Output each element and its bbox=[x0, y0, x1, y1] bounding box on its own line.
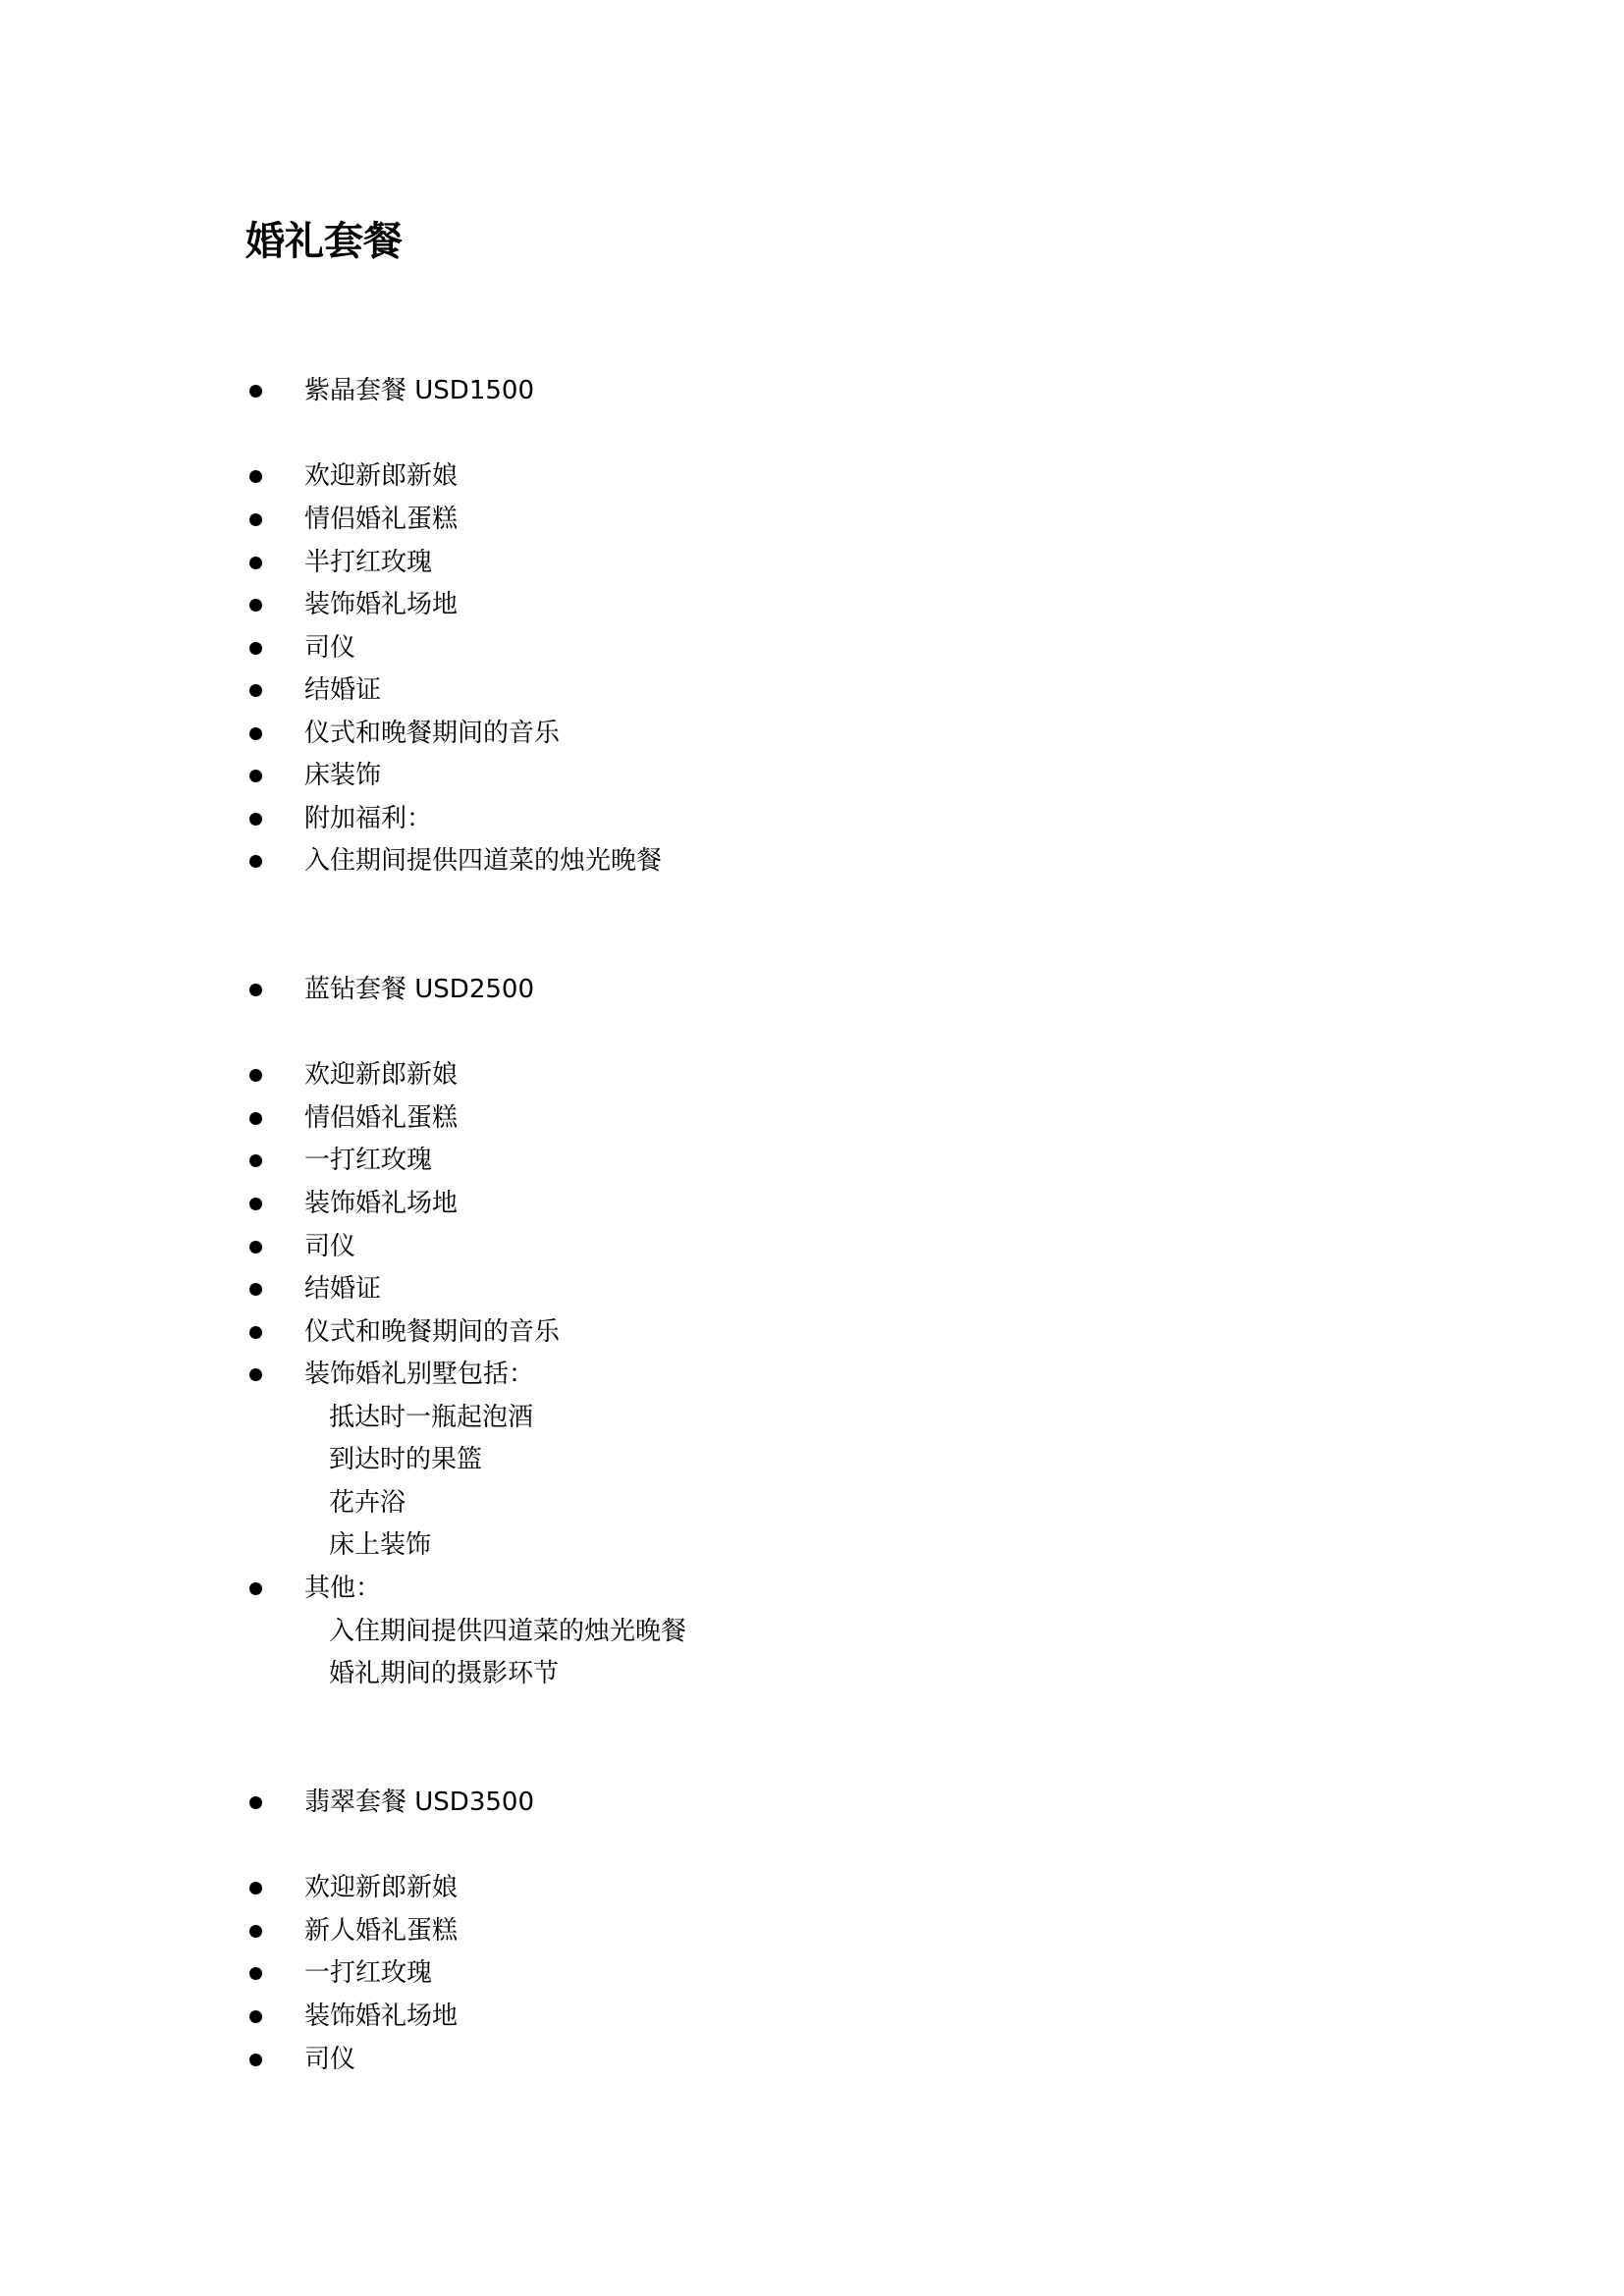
bullet-icon bbox=[249, 1112, 262, 1125]
bullet-icon bbox=[249, 1368, 262, 1381]
list-item-text: 其他： bbox=[304, 1574, 382, 1603]
bullet-icon bbox=[249, 385, 262, 398]
sub-item: 到达时的果篮 bbox=[329, 1445, 483, 1474]
list-item-text: 司仪 bbox=[304, 1232, 356, 1261]
list-item-text: 附加福利： bbox=[304, 804, 433, 833]
bullet-icon bbox=[249, 2010, 262, 2023]
bullet-icon bbox=[249, 1796, 262, 1809]
sub-item: 花卉浴 bbox=[329, 1488, 406, 1518]
list-item-text: 装饰婚礼别墅包括： bbox=[304, 1360, 535, 1389]
bullet-icon bbox=[249, 770, 262, 782]
list-item-text: 装饰婚礼场地 bbox=[304, 2002, 459, 2031]
list-item-text: 新人婚礼蛋糕 bbox=[304, 1916, 459, 1946]
bullet-icon bbox=[249, 1154, 262, 1167]
bullet-icon bbox=[249, 1582, 262, 1595]
package-heading-text: 紫晶套餐 USD1500 bbox=[304, 376, 534, 405]
list-item-text: 司仪 bbox=[304, 633, 356, 663]
bullet-icon bbox=[249, 557, 262, 569]
list-item-text: 半打红玫瑰 bbox=[304, 548, 433, 577]
list-item-text: 情侣婚礼蛋糕 bbox=[304, 505, 459, 534]
bullet-icon bbox=[249, 984, 262, 996]
list-item-text: 仪式和晚餐期间的音乐 bbox=[304, 719, 561, 748]
sub-item: 入住期间提供四道菜的烛光晚餐 bbox=[329, 1617, 687, 1646]
list-item-text: 一打红玫瑰 bbox=[304, 1958, 433, 1988]
list-item-text: 床装饰 bbox=[304, 761, 382, 790]
sub-item: 婚礼期间的摄影环节 bbox=[329, 1659, 560, 1688]
list-item-text: 欢迎新郎新娘 bbox=[304, 1060, 459, 1090]
bullet-icon bbox=[249, 470, 262, 483]
list-item-text: 装饰婚礼场地 bbox=[304, 1189, 459, 1218]
bullet-icon bbox=[249, 684, 262, 697]
sub-item: 抵达时一瓶起泡酒 bbox=[329, 1403, 534, 1432]
package-heading-text: 蓝钻套餐 USD2500 bbox=[304, 975, 534, 1004]
list-item-text: 欢迎新郎新娘 bbox=[304, 461, 459, 491]
list-item-text: 入住期间提供四道菜的烛光晚餐 bbox=[304, 846, 663, 876]
bullet-icon bbox=[249, 1882, 262, 1895]
list-item-text: 一打红玫瑰 bbox=[304, 1146, 433, 1175]
list-item-text: 结婚证 bbox=[304, 675, 382, 705]
bullet-icon bbox=[249, 1925, 262, 1938]
list-item-text: 欢迎新郎新娘 bbox=[304, 1873, 459, 1902]
bullet-icon bbox=[249, 1198, 262, 1210]
bullet-icon bbox=[249, 727, 262, 740]
list-item-text: 仪式和晚餐期间的音乐 bbox=[304, 1317, 561, 1347]
list-item-text: 情侣婚礼蛋糕 bbox=[304, 1103, 459, 1133]
bullet-icon bbox=[249, 642, 262, 655]
bullet-icon bbox=[249, 1967, 262, 1980]
bullet-icon bbox=[249, 599, 262, 612]
bullet-icon bbox=[249, 513, 262, 526]
bullet-icon bbox=[249, 813, 262, 826]
sub-item: 床上装饰 bbox=[329, 1530, 432, 1560]
bullet-icon bbox=[249, 2054, 262, 2066]
bullet-icon bbox=[249, 855, 262, 868]
bullet-icon bbox=[249, 1069, 262, 1082]
bullet-icon bbox=[249, 1326, 262, 1339]
list-item-text: 装饰婚礼场地 bbox=[304, 590, 459, 619]
list-item-text: 结婚证 bbox=[304, 1274, 382, 1304]
page-title: 婚礼套餐 bbox=[245, 219, 403, 264]
bullet-icon bbox=[249, 1283, 262, 1296]
list-item-text: 司仪 bbox=[304, 2045, 356, 2074]
bullet-icon bbox=[249, 1241, 262, 1254]
package-heading-text: 翡翠套餐 USD3500 bbox=[304, 1788, 534, 1817]
